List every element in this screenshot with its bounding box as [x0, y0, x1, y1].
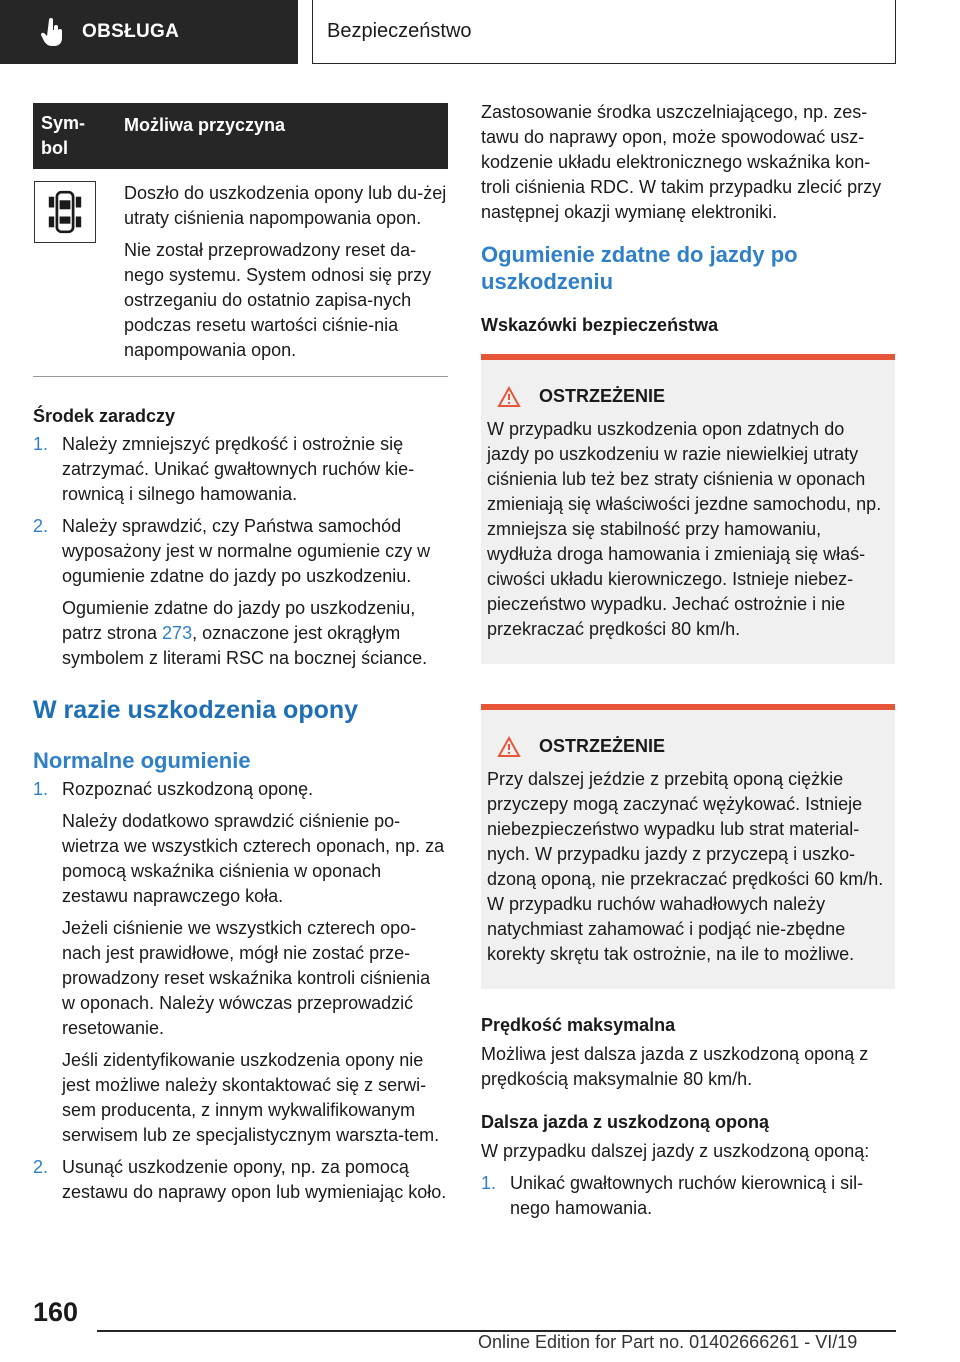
table-header-symbol: Sym- bol [41, 113, 86, 158]
list-item [33, 514, 448, 671]
warning-box [481, 704, 895, 989]
table-row [33, 169, 448, 377]
runflat-heading: Ogumienie zdatne do jazdy po uszkodzeniu [481, 242, 798, 294]
remedy-title: Środek zaradczy [33, 406, 176, 426]
list-text: Należy zmniejszyć prędkość i ostrożnie się zatrzymać. Unikać gwałtownych ruchów kie-rownicą i silnego hamowania. [62, 434, 415, 504]
continue-title: Dalsza jazda z uszkodzoną oponą [481, 1112, 770, 1132]
continue-list [481, 1171, 895, 1221]
list-text: Usunąć uszkodzenie opony, np. za pomocą zestawu do naprawy opon lub wymieniając koło. [62, 1157, 447, 1202]
table-header-cause: Możliwa przyczyna [124, 115, 286, 135]
table-header [33, 103, 448, 169]
warning-text: W przypadku uszkodzenia opon zdatnych do jazdy po uszkodzeniu w razie niewielkiej utraty ciśnienia lub też bez straty ciśnienia w oponach zmieniają się właściwości jezdne samochodu, np. zmniejsza się stabilność przy hamowaniu, wydłuża droga hamowania i zmieniają się właś-ciwości układu kierowniczego. Istnieje niebez-pieczeństwo wypadku. Jechać ostrożnie i nie przekraczać prędkości 80 km/h. [487, 419, 882, 639]
warning-text: Przy dalszej jeździe z przebitą oponą ciężkie przyczepy mogą zaczynać wężykować. Istnieje niebezpieczeństwo wypadku lub strat material-nych. W przypadku jazdy z przyczepą i uszko-dzoną oponą, nie przekraczać prędkości 60 km/h. W przypadku ruchów wahadłowych należy natychmiast zahamować i podjąć nie-zbędne korekty skrętu tak ostrożnie, na ile to możliwe. [487, 769, 884, 964]
list-text: Jeśli zidentyfikowanie uszkodzenia opony nie jest możliwe należy skontaktować się z serwi-sem producenta, z innym wykwalifikowanym serwisem lub ze specjalistycznym warszta-tem. [62, 1050, 440, 1145]
continue-text: W przypadku dalszej jazdy z uszkodzoną oponą: [481, 1141, 870, 1161]
warning-title [497, 734, 887, 759]
remedy-list [33, 432, 448, 671]
warning-triangle-icon [497, 386, 521, 408]
list-item [33, 432, 448, 507]
list-number: 2. [33, 516, 49, 536]
warning-title-text: OSTRZEŻENIE [539, 386, 666, 406]
header-section-tab [0, 0, 298, 64]
list-number: 2. [33, 1157, 49, 1177]
list-text: Należy sprawdzić, czy Państwa samochód wyposażony jest w normalne ogumienie czy w ogumienie zdatne do jazdy po uszkodzeniu. [62, 516, 431, 586]
page-number: 160 [33, 1297, 79, 1327]
indicator-table [33, 103, 448, 377]
table-symbol-cell [33, 181, 121, 370]
list-number: 1. [33, 779, 49, 799]
list-item [33, 1155, 448, 1205]
header-chapter [312, 0, 896, 64]
cause-text-2: Nie został przeprowadzony reset da-nego systemu. System odnosi się przy ostrzeganiu do ostatnio zapisa-nych podczas resetu wartości ciśnie-nia napompowania opon. [124, 240, 432, 360]
list-item [33, 777, 448, 1148]
tire-pressure-car-icon [34, 181, 96, 243]
table-cause-cell [121, 181, 447, 370]
warning-box [481, 354, 895, 664]
header-chapter-label: Bezpieczeństwo [327, 20, 472, 42]
damage-heading: W razie uszkodzenia opony [33, 696, 359, 724]
right-column [481, 100, 895, 1221]
header-section-label: OBSŁUGA [82, 21, 180, 42]
list-item [481, 1171, 895, 1221]
list-text-extra: Ogumienie zdatne do jazdy po uszkodzeniu, patrz strona 273, oznaczone jest okrągłym symbolem z literami RSC na bocznej ściance. [62, 598, 428, 668]
hand-pointer-icon [40, 17, 66, 47]
warning-triangle-icon [497, 736, 521, 758]
footer-edition: Online Edition for Part no. 01402666261 - VI/19 [478, 1332, 858, 1352]
page-link[interactable]: 273 [162, 623, 193, 643]
cause-text-1: Doszło do uszkodzenia opony lub du-żej utraty ciśnienia napompowania opon. [124, 183, 447, 228]
warning-title-text: OSTRZEŻENIE [539, 736, 666, 756]
warning-title [497, 384, 887, 409]
intro-text: Zastosowanie środka uszczelniającego, np. zes-tawu do naprawy opon, może spowodować usz-kodzenie układu elektronicznego wskaźnika kon-troli ciśnienia RDC. W takim przypadku zlecić przy następnej okazji wymianę elektroniki. [481, 102, 882, 222]
list-text: Rozpoznać uszkodzoną oponę. [62, 779, 314, 799]
speed-text: Możliwa jest dalsza jazda z uszkodzoną oponą z prędkością maksymalnie 80 km/h. [481, 1044, 869, 1089]
speed-title: Prędkość maksymalna [481, 1015, 676, 1035]
safety-title: Wskazówki bezpieczeństwa [481, 315, 719, 335]
damage-list [33, 777, 448, 1205]
remedy-block [33, 404, 448, 671]
list-text: Jeżeli ciśnienie we wszystkich czterech opo-nach jest prawidłowe, mógł nie zostać prze-prowadzony reset wskaźnika kontroli ciśnienia w oponach. Należy wówczas przeprowadzić resetowanie. [62, 918, 431, 1038]
normal-tires-heading: Normalne ogumienie [33, 748, 251, 773]
left-column [33, 103, 448, 1205]
list-text: Unikać gwałtownych ruchów kierownicą i sil-nego hamowania. [510, 1173, 864, 1218]
list-number: 1. [481, 1173, 497, 1193]
list-text: Należy dodatkowo sprawdzić ciśnienie po-wietrza we wszystkich czterech oponach, np. za pomocą wskaźnika ciśnienia w oponach zestawu naprawczego koła. [62, 811, 445, 906]
list-number: 1. [33, 434, 49, 454]
